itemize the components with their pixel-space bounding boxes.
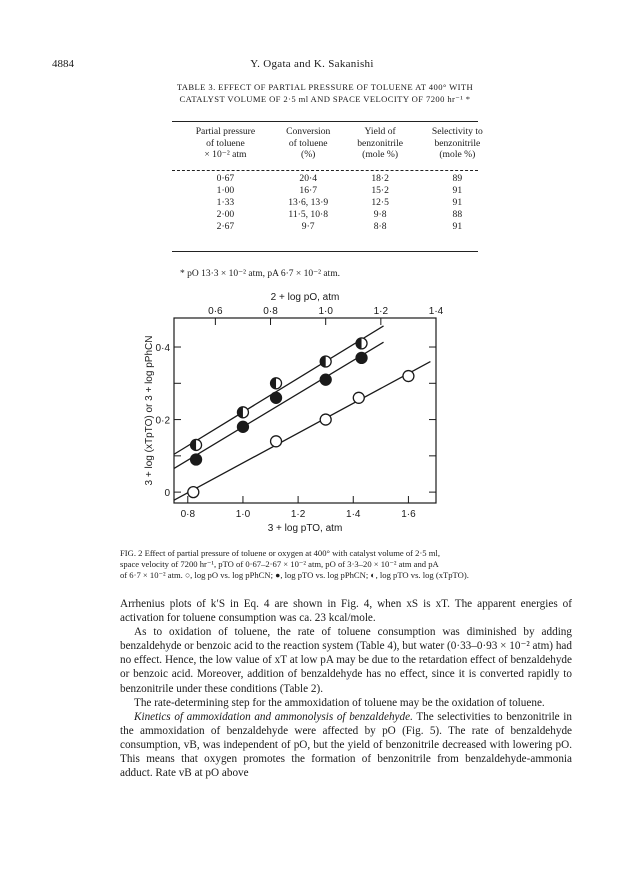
open-circle-point xyxy=(188,487,199,498)
x-top-tick-label: 1·0 xyxy=(318,306,333,317)
figure-caption-line-2: space velocity of 7200 hr⁻¹, pTO of 0·67–2·67 × 10⁻² atm, pO of 3·3–20 × 10⁻² atm and pA xyxy=(120,559,439,569)
open-circle-point xyxy=(320,414,331,425)
filled-circle-point xyxy=(191,454,202,465)
x-top-tick-label: 1·2 xyxy=(373,306,389,317)
column-header: Partial pressure of toluene × 10⁻² atm xyxy=(195,126,256,160)
table-row: 0·67 20·4 18·2 89 xyxy=(216,172,463,184)
open-circle-point xyxy=(271,436,282,447)
page-number: 4884 xyxy=(52,58,74,70)
paragraph: Arrhenius plots of k′S in Eq. 4 are shown in Fig. 4, when xS is xT. The apparent energies of activation for toluene consumption was ca. 23 kcal/mole. xyxy=(120,598,572,625)
column-header: Selectivity to benzonitrile (mole %) xyxy=(431,126,483,160)
x-bottom-tick-label: 1·2 xyxy=(290,509,306,520)
section-heading: Kinetics of ammoxidation and ammonolysis of benzaldehyde. xyxy=(134,710,413,723)
open-circle-point xyxy=(403,371,414,382)
x-bottom-tick-label: 1·4 xyxy=(346,509,361,520)
running-head: Y. Ogata and K. Sakanishi xyxy=(250,58,374,70)
table-caption-line-2: CATALYST VOLUME OF 2·5 ml AND SPACE VELOCITY OF 7200 hr⁻¹ * xyxy=(179,94,471,104)
bottom-axis-label: 3 + log pTO, atm xyxy=(267,523,343,534)
paragraph: The rate-determining step for the ammoxidation of toluene may be the oxidation of toluene. xyxy=(134,696,545,709)
body-text xyxy=(120,597,572,780)
table-footnote: * pO 13·3 × 10⁻² atm, pA 6·7 × 10⁻² atm. xyxy=(180,269,340,279)
column-header: Yield of benzonitrile (mole %) xyxy=(357,126,404,160)
y-tick-label: 0 xyxy=(164,488,170,500)
x-top-tick-label: 0·6 xyxy=(208,306,223,317)
table-row: 2·67 9·7 8·8 91 xyxy=(216,220,463,232)
open-circle-point xyxy=(353,392,364,403)
figure-caption-line-3: of 6·7 × 10⁻² atm. ○, log pO vs. log pPhCN; ●, log pTO vs. log pPhCN; ◐, log pTO vs. log (xTpTO). xyxy=(120,570,469,580)
table-row: 1·33 13·6, 13·9 12·5 91 xyxy=(216,196,463,208)
table-row: 1·00 16·7 15·2 91 xyxy=(216,184,463,196)
plot-frame xyxy=(174,318,436,503)
series-fit-line xyxy=(174,326,383,454)
y-axis-label: 3 + log (xTpTO) or 3 + log pPhCN xyxy=(144,335,155,486)
table-caption-line-1: TABLE 3. EFFECT OF PARTIAL PRESSURE OF TOLUENE AT 400° WITH xyxy=(176,82,474,92)
filled-circle-point xyxy=(237,421,248,432)
top-axis-label: 2 + log pO, atm xyxy=(270,292,340,303)
filled-circle-point xyxy=(320,374,331,385)
table-row: 2·00 11·5, 10·8 9·8 88 xyxy=(216,208,463,220)
paragraph: Kinetics of ammoxidation and ammonolysis of benzaldehyde. The selectivities to benzonitrile in the ammoxidation of benzaldehyde were affected by pO (Fig. 5). The rate of benzaldehyde consumption, vB, was independent of pO, but the yield of benzonitrile decreased with lowering pO. This means that oxygen promotes the formation of benzonitrile from benzaldehyde-ammonia adduct. Rate vB at pO above xyxy=(120,710,572,780)
filled-circle-point xyxy=(271,392,282,403)
column-header: Conversion of toluene (%) xyxy=(286,126,331,160)
x-bottom-tick-label: 0·8 xyxy=(180,509,196,520)
paragraph: As to oxidation of toluene, the rate of toluene consumption was diminished by adding benzaldehyde or benzoic acid to the reaction system (Table 4), but water (0·33–0·93 × 10⁻² atm) had no effect. Hence, the low value of xT at low pA may be due to the retardation effect of benzaldehyde or benzoic acid. Moreover, addition of benzaldehyde has no effect, since it is converted rapidly to benzonitrile under these conditions (Table 2). xyxy=(120,626,572,695)
figure-caption-line-1: FIG. 2 Effect of partial pressure of toluene or oxygen at 400° with catalyst volume of 2·5 ml, xyxy=(120,548,440,558)
series-fit-line xyxy=(174,342,383,468)
filled-circle-point xyxy=(356,352,367,363)
x-top-tick-label: 0·8 xyxy=(263,306,278,317)
y-tick-label: 0·4 xyxy=(155,343,170,355)
x-top-tick-label: 1·4 xyxy=(428,306,444,317)
x-bottom-tick-label: 1·0 xyxy=(235,509,251,520)
y-tick-label: 0·2 xyxy=(155,415,170,427)
x-bottom-tick-label: 1·6 xyxy=(401,509,416,520)
